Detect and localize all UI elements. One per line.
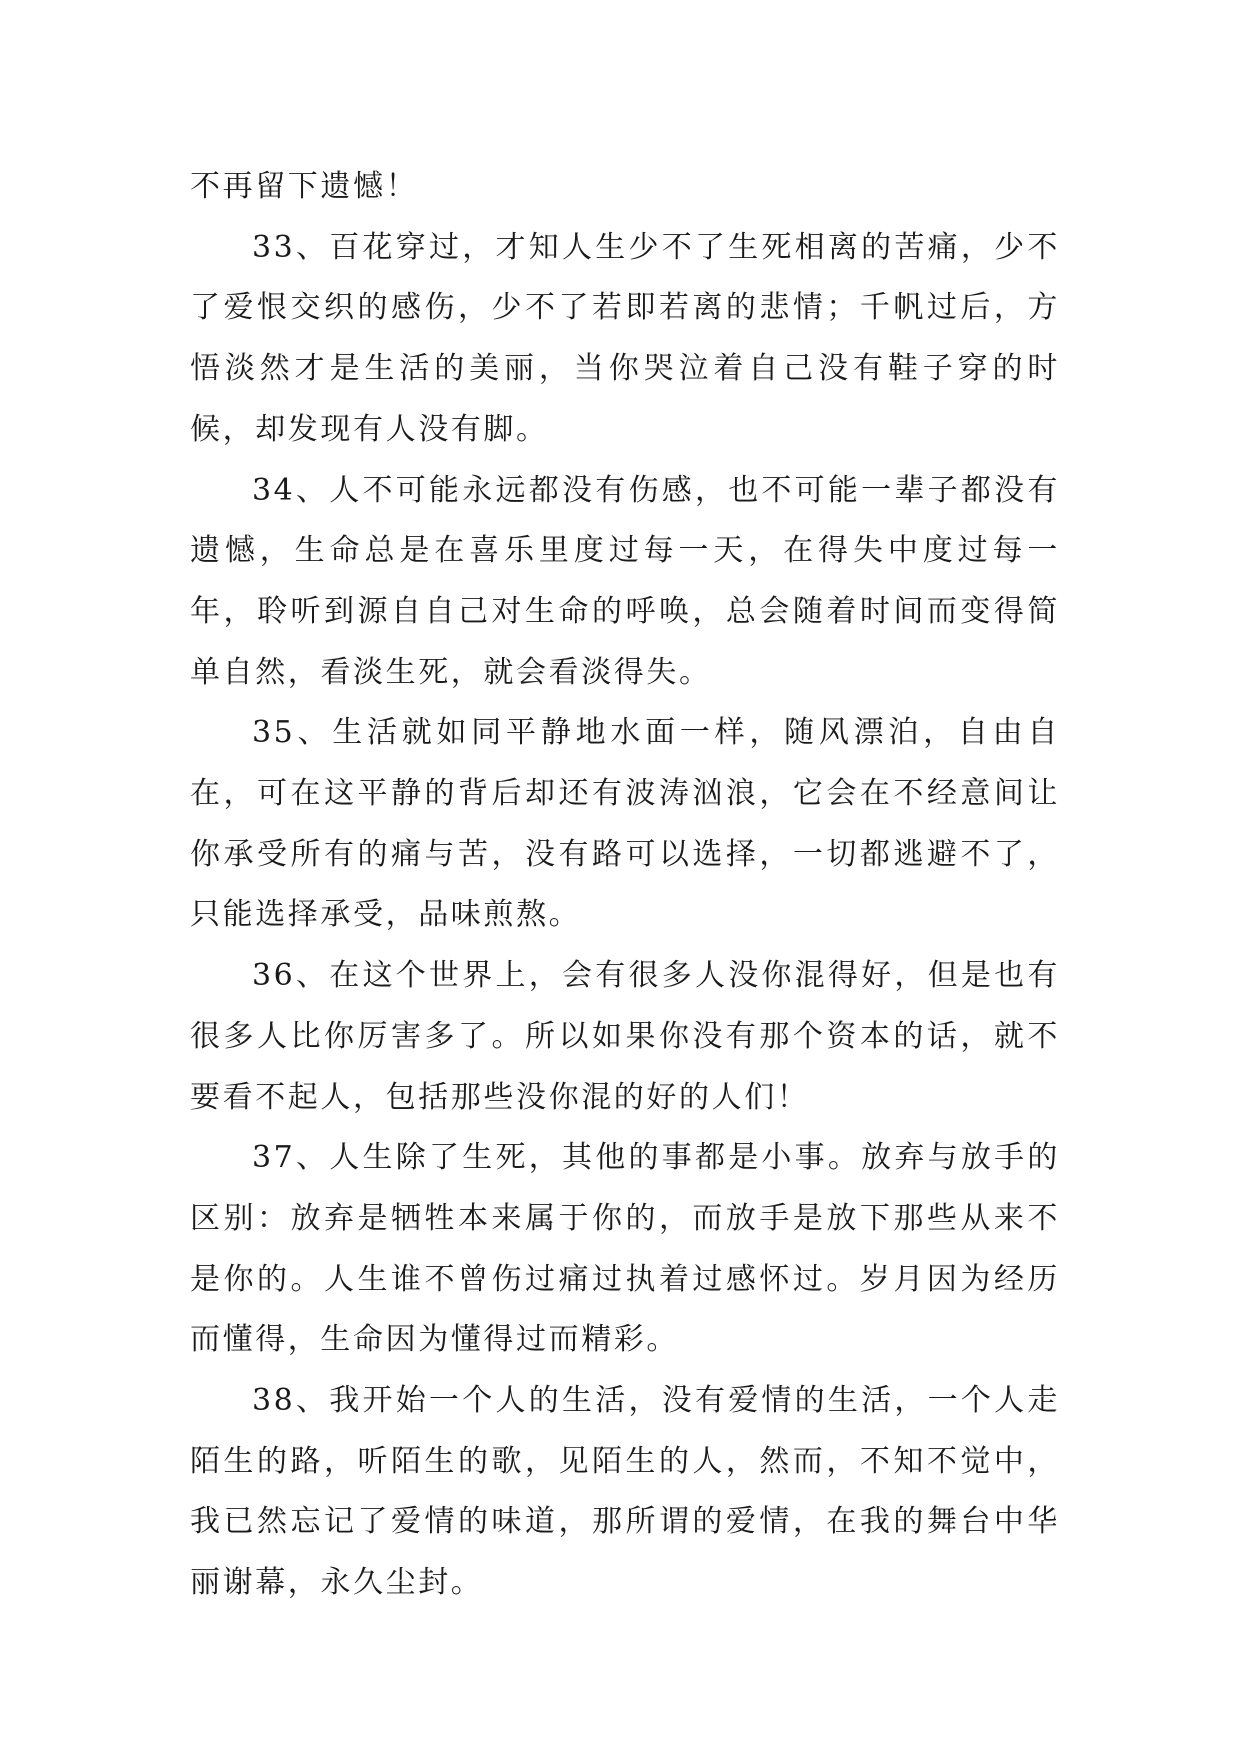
paragraph-36: 36、在这个世界上，会有很多人没你混得好，但是也有很多人比你厉害多了。所以如果你没有那个资本的话，就不要看不起人，包括那些没你混的好的人们！ (190, 958, 1060, 1115)
paragraph-35: 35、生活就如同平静地水面一样，随风漂泊，自由自在，可在这平静的背后却还有波涛汹浪，它会在不经意间让你承受所有的痛与苦，没有路可以选择，一切都逃避不了，只能选择承受，品味煎熬。 (190, 715, 1060, 933)
paragraph-38: 38、我开始一个人的生活，没有爱情的生活，一个人走陌生的路，听陌生的歌，见陌生的人，然而，不知不觉中，我已然忘记了爱情的味道，那所谓的爱情，在我的舞台中华丽谢幕，永久尘封。 (190, 1383, 1060, 1601)
paragraph-continuation: 不再留下遗憾！ (190, 169, 419, 204)
paragraph-33: 33、百花穿过，才知人生少不了生死相离的苦痛，少不了爱恨交织的感伤，少不了若即若离的悲情；千帆过后，方悟淡然才是生活的美丽，当你哭泣着自己没有鞋子穿的时候，却发现有人没有脚。 (190, 229, 1060, 447)
paragraph-37: 37、人生除了生死，其他的事都是小事。放弃与放手的区别：放弃是牺牲本来属于你的，而放手是放下那些从来不是你的。人生谁不曾伤过痛过执着过感怀过。岁月因为经历而懂得，生命因为懂得过而精彩。 (190, 1140, 1060, 1358)
paragraph-34: 34、人不可能永远都没有伤感，也不可能一辈子都没有遗憾，生命总是在喜乐里度过每一天，在得失中度过每一年，聆听到源自自己对生命的呼唤，总会随着时间而变得简单自然，看淡生死，就会看淡得失。 (190, 472, 1060, 690)
document-body (190, 157, 1060, 1614)
